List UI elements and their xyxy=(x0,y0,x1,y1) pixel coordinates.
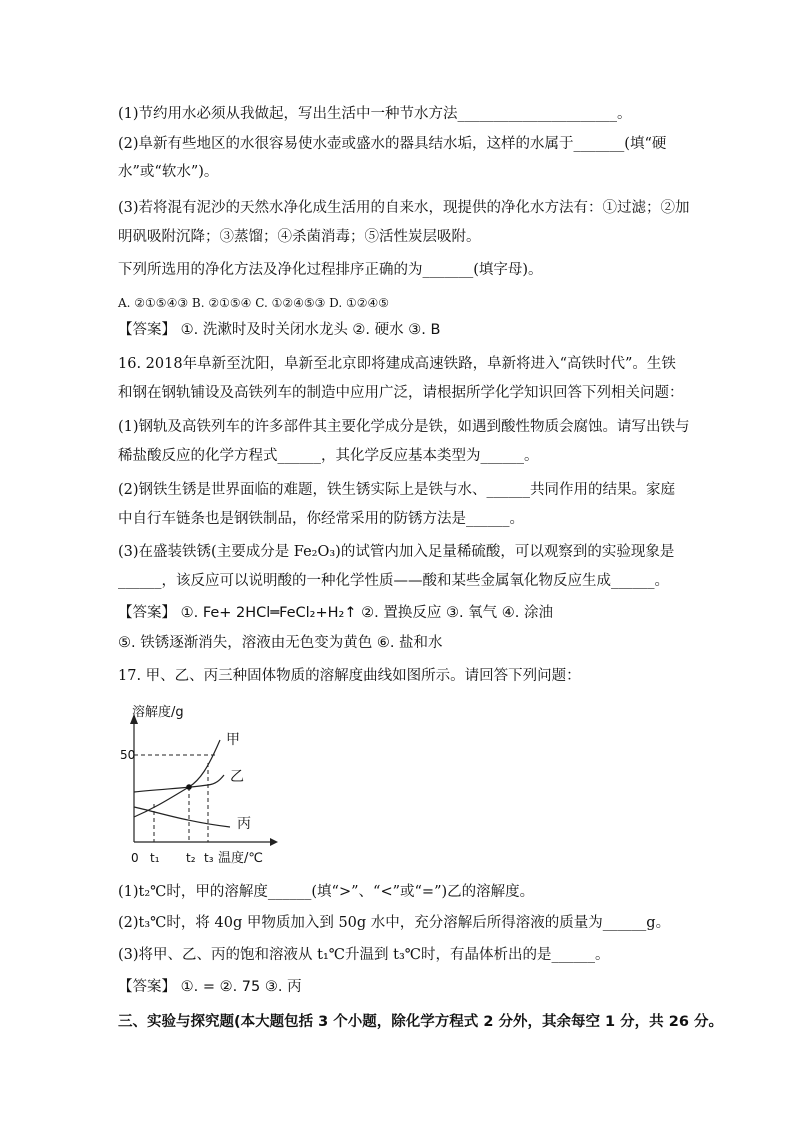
q16-answer-cont: ⑤. 铁锈逐渐消失，溶液由无色变为黄色 ⑥. 盐和水 xyxy=(118,635,443,651)
x-tick-t2: t₂ xyxy=(186,851,196,865)
series-yi-line xyxy=(134,775,224,792)
series-jia-line xyxy=(134,740,220,817)
q17-intro: 17. 甲、乙、丙三种固体物质的溶解度曲线如图所示。请回答下列问题： xyxy=(118,668,581,684)
origin-label: 0 xyxy=(131,851,139,865)
q15-part2: (2)阜新有些地区的水很容易使水壶或盛水的器具结水垢，这样的水属于_______(填“硬 xyxy=(118,136,667,152)
q15-answer: 【答案】 ①. 洗漱时及时关闭水龙头 ②. 硬水 ③. B xyxy=(118,322,441,338)
q16-intro: 16. 2018年阜新至沈阳，阜新至北京即将建成高速铁路，阜新将进入“高铁时代”。生铁 xyxy=(118,356,676,372)
q15-part3-cont: 明矾吸附沉降；③蒸馏；④杀菌消毒；⑤活性炭层吸附。 xyxy=(118,229,481,245)
section-three-heading: 三、实验与探究题(本大题包括 3 个小题，除化学方程式 2 分外，其余每空 1 分，共 26 分。 xyxy=(118,1014,723,1030)
x-axis-arrow xyxy=(270,838,278,846)
x-tick-t3: t₃ xyxy=(204,851,214,865)
q15-options: A. ②①⑤④③ B. ②①⑤④ C. ①②④⑤③ D. ①②④⑤ xyxy=(118,296,390,310)
legend-yi: 乙 xyxy=(230,769,244,785)
q17-part1: (1)t₂℃时，甲的溶解度______(填“>”、“<”或“=”)乙的溶解度。 xyxy=(118,884,535,900)
series-bing-line xyxy=(134,807,230,827)
q16-part1-cont: 稀盐酸反应的化学方程式______，其化学反应基本类型为______。 xyxy=(118,448,539,464)
q15-part2-cont: 水”或“软水”)。 xyxy=(118,164,219,180)
q15-part3: (3)若将混有泥沙的天然水净化成生活用的自来水，现提供的净化水方法有：①过滤；②加 xyxy=(118,200,690,216)
q16-answer: 【答案】 ①. Fe+ 2HCl═FeCl₂+H₂↑ ②. 置换反应 ③. 氧气 ④. 涂油 xyxy=(118,605,553,621)
q16-part3: (3)在盛装铁锈(主要成分是 Fe₂O₃)的试管内加入足量稀硫酸，可以观察到的实验现象是 xyxy=(118,544,675,560)
q16-part1: (1)钢轨及高铁列车的许多部件其主要化学成分是铁，如遇到酸性物质会腐蚀。请写出铁与 xyxy=(118,419,690,435)
y-axis-label: 溶解度/g xyxy=(132,705,184,720)
q17-part2: (2)t₃℃时，将 40g 甲物质加入到 50g 水中，充分溶解后所得溶液的质量为______g。 xyxy=(118,915,671,931)
q16-part2-cont: 中自行车链条也是钢铁制品，你经常采用的防锈方法是______。 xyxy=(118,511,524,527)
q16-part2: (2)钢铁生锈是世界面临的难题，铁生锈实际上是铁与水、______共同作用的结果。家庭 xyxy=(118,482,676,498)
q16-part3-cont: ______，该反应可以说明酸的一种化学性质——酸和某些金属氧化物反应生成______。 xyxy=(118,573,669,589)
q15-part1: (1)节约用水必须从我做起，写出生活中一种节水方法______________________。 xyxy=(118,106,632,122)
x-axis-label: 温度/℃ xyxy=(218,851,263,866)
legend-jia: 甲 xyxy=(226,732,240,748)
q17-answer: 【答案】 ①. = ②. 75 ③. 丙 xyxy=(118,979,302,995)
q17-part3: (3)将甲、乙、丙的饱和溶液从 t₁℃升温到 t₃℃时，有晶体析出的是______。 xyxy=(118,947,610,963)
q16-intro-cont: 和钢在钢轨铺设及高铁列车的制造中应用广泛，请根据所学化学知识回答下列相关问题： xyxy=(118,385,684,401)
intersection-point xyxy=(186,784,192,790)
legend-bing: 丙 xyxy=(237,816,251,832)
solubility-chart xyxy=(112,700,282,870)
q15-part3-question: 下列所选用的净化方法及净化过程排序正确的为_______(填字母)。 xyxy=(118,262,543,278)
y-tick-50: 50 xyxy=(120,748,136,762)
x-tick-t1: t₁ xyxy=(150,851,160,865)
